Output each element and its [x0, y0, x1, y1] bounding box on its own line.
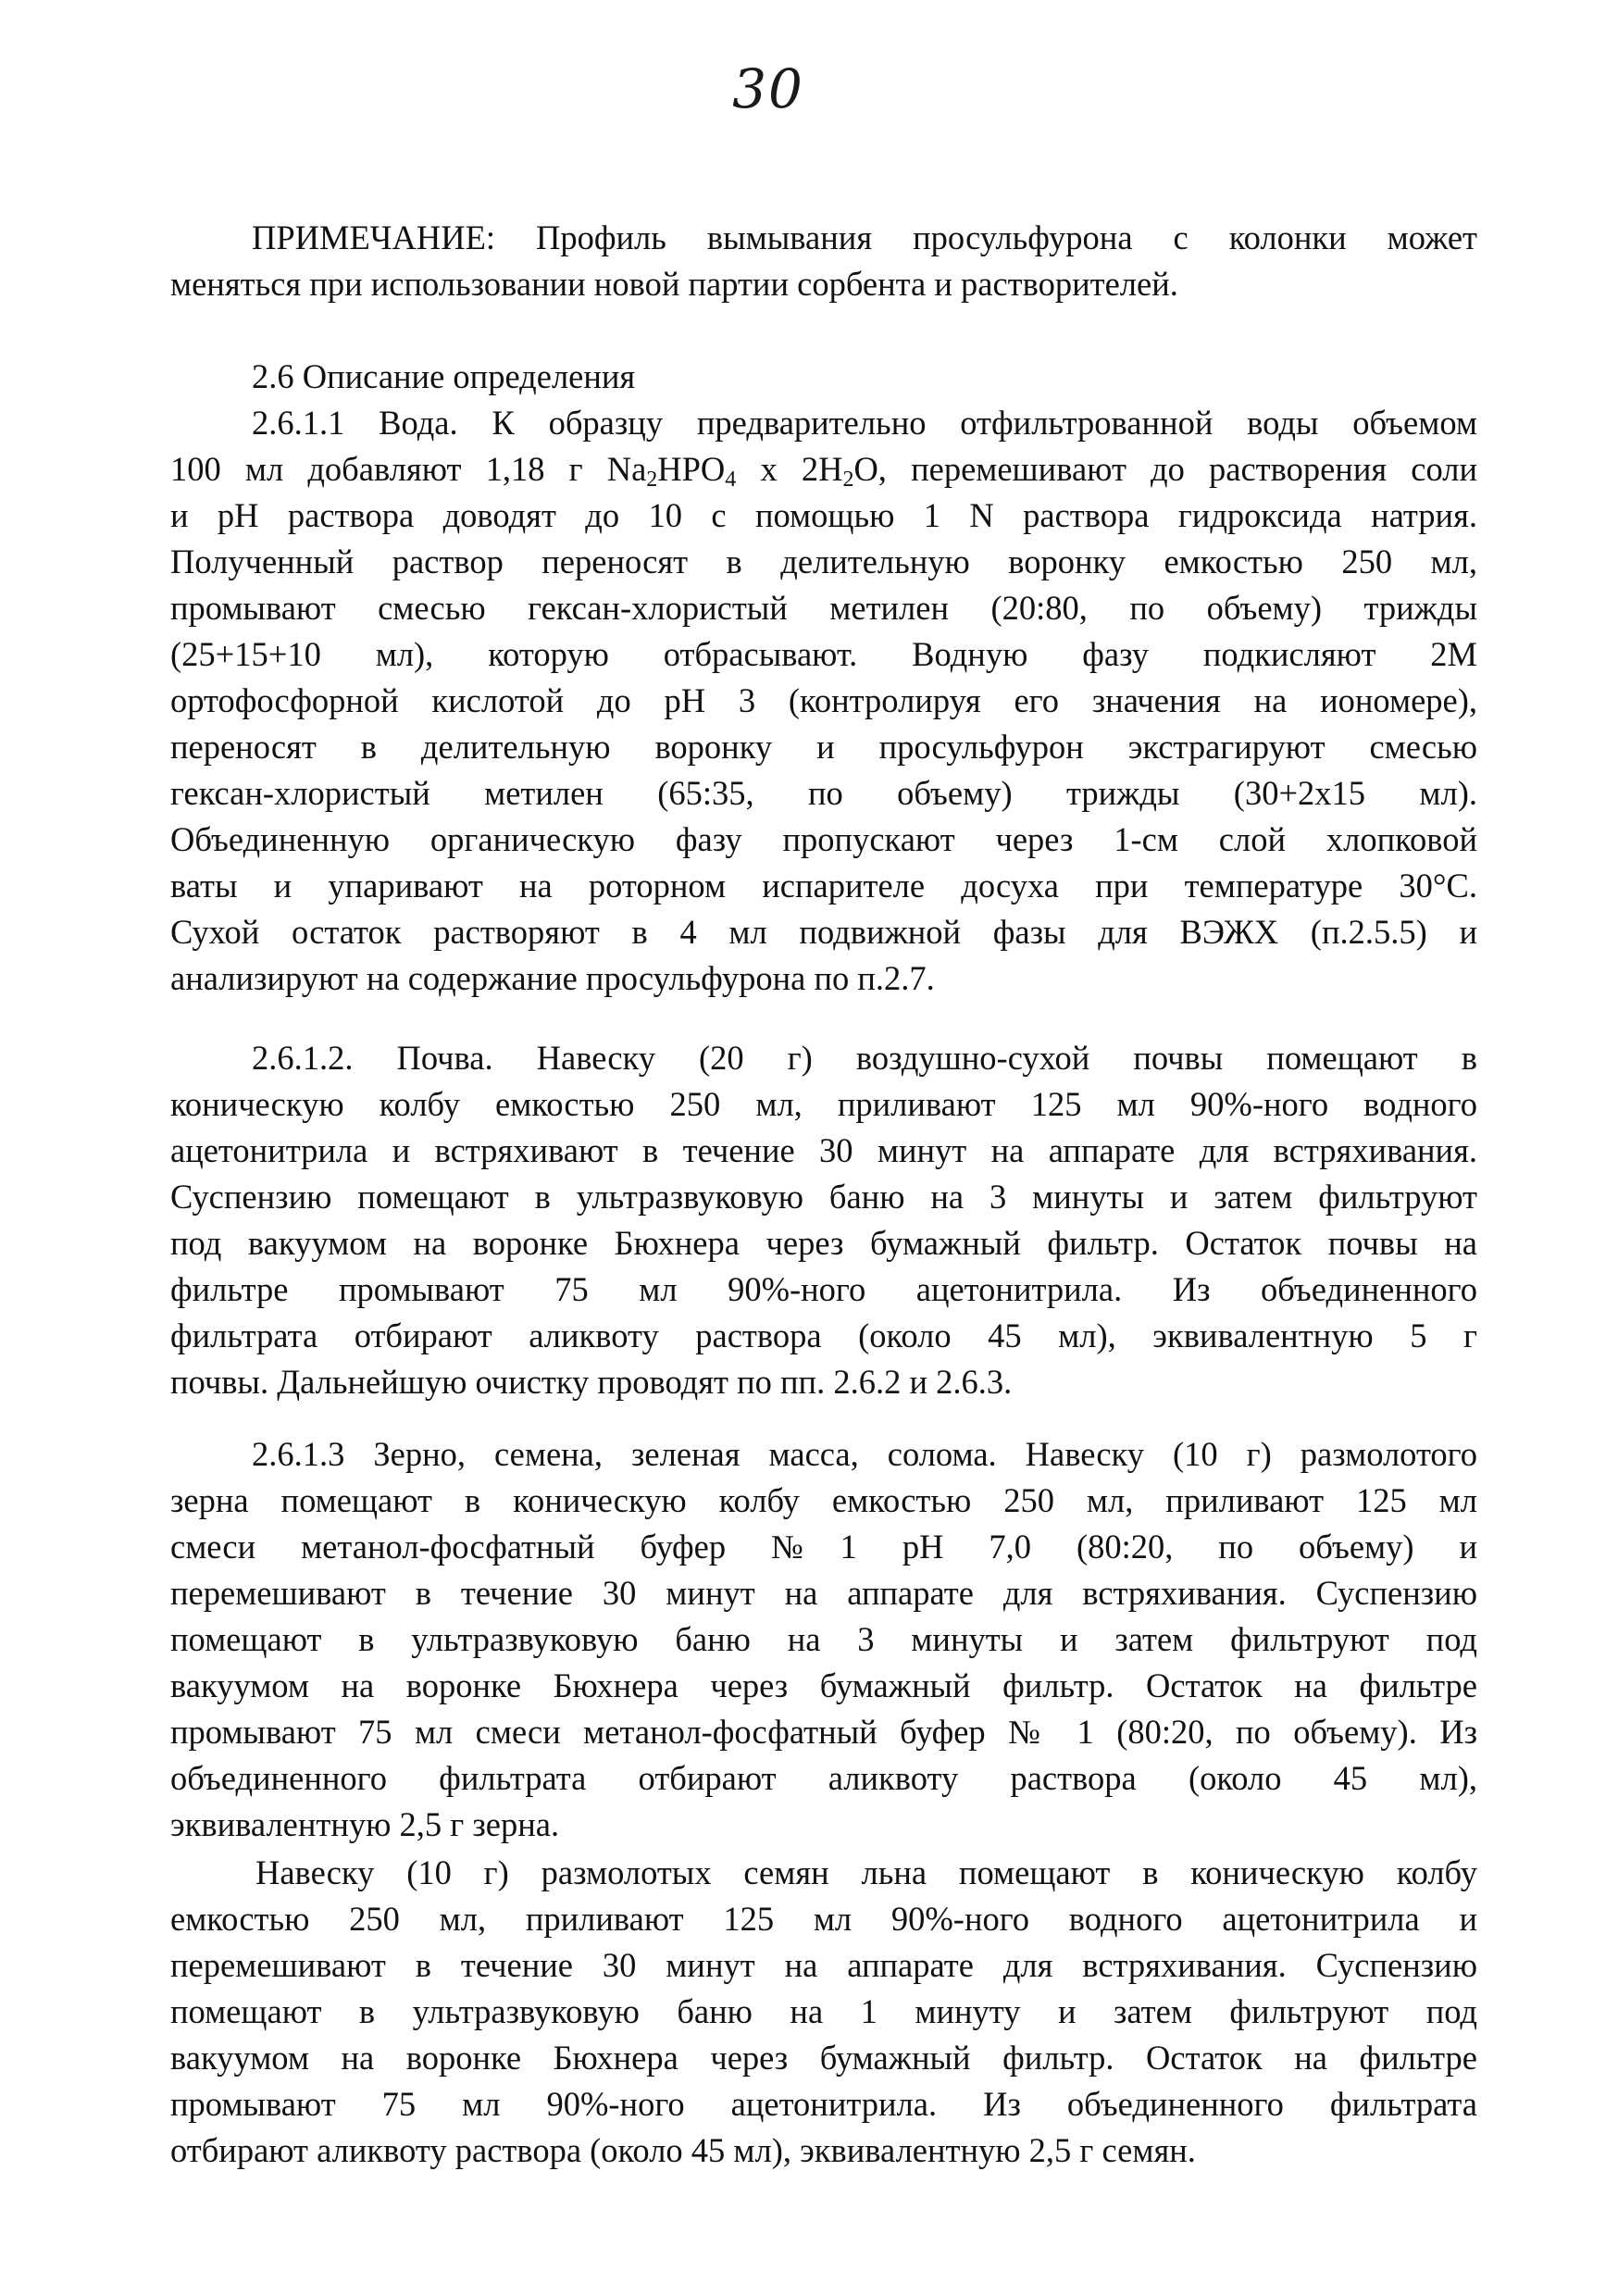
- para-line: вакуумом на воронке Бюхнера через бумажный фильтр. Остаток на фильтре: [170, 1666, 1477, 1704]
- para-line: (25+15+10 мл), которую отбрасывают. Водную фазу подкисляют 2М: [170, 635, 1477, 673]
- para-line: Полученный раствор переносят в делительную воронку емкостью 250 мл,: [170, 543, 1477, 580]
- para-flax: [170, 1850, 1477, 2174]
- para-line: гексан-хлористый метилен (65:35, по объему) трижды (30+2х15 мл).: [170, 774, 1477, 812]
- para-line: ваты и упаривают на роторном испарителе досуха при температуре 30°С.: [170, 867, 1477, 905]
- para-line: промывают 75 мл смеси метанол-фосфатный буфер № 1 (80:20, по объему). Из: [170, 1713, 1477, 1751]
- para-line: анализируют на содержание просульфурона по п.2.7.: [170, 959, 935, 997]
- para-line: и pH раствора доводят до 10 с помощью 1 N раствора гидроксида натрия.: [170, 496, 1477, 534]
- para-line: помещают в ультразвуковую баню на 1 минуту и затем фильтруют под: [170, 1992, 1477, 2030]
- para-line: промывают 75 мл 90%-ного ацетонитрила. Из объединенного фильтрата: [170, 2085, 1477, 2123]
- para-line: смеси метанол-фосфатный буфер №1 pH 7,0 (80:20, по объему) и: [170, 1528, 1477, 1566]
- section-heading: [170, 354, 1477, 400]
- para-line: отбирают аликвоту раствора (около 45 мл), эквивалентную 2,5 г семян.: [170, 2131, 1196, 2169]
- para-line: почвы. Дальнейшую очистку проводят по пп. 2.6.2 и 2.6.3.: [170, 1363, 1013, 1401]
- para-soil: [170, 1035, 1477, 1405]
- para-line: фильтре промывают 75 мл 90%-ного ацетонитрила. Из объединенного: [170, 1270, 1477, 1308]
- para-line-formula: 100 мл добавляют 1,18 г $Na_2HPO_4$ x $2H_2O$, перемешивают до растворения соли: [170, 450, 1477, 492]
- para-line: перемешивают в течение 30 минут на аппарате для встряхивания. Суспензию: [170, 1946, 1477, 1984]
- para-line: эквивалентную 2,5 г зерна.: [170, 1805, 560, 1843]
- para-line: Объединенную органическую фазу пропускают через 1-см слой хлопковой: [170, 820, 1477, 858]
- para-line: ортофосфорной кислотой до pH 3 (контролируя его значения на иономере),: [170, 681, 1477, 719]
- para-line: ацетонитрила и встряхивают в течение 30 минут на аппарате для встряхивания.: [170, 1131, 1477, 1169]
- para-line: коническую колбу емкостью 250 мл, приливают 125 мл 90%-ного водного: [170, 1085, 1477, 1123]
- note-line: ПРИМЕЧАНИЕ: Профиль вымывания просульфурона с колонки может: [252, 218, 1477, 256]
- para-line: 2.6.1.2. Почва. Навеску (20 г) воздушно-сухой почвы помещают в: [252, 1039, 1477, 1077]
- para-line: перемешивают в течение 30 минут на аппарате для встряхивания. Суспензию: [170, 1574, 1477, 1612]
- para-line: Навеску (10 г) размолотых семян льна помещают в коническую колбу: [255, 1853, 1477, 1891]
- para-grain: [170, 1431, 1477, 1848]
- note-paragraph: [170, 215, 1477, 307]
- para-line: вакуумом на воронке Бюхнера через бумажный фильтр. Остаток на фильтре: [170, 2039, 1477, 2077]
- para-line: емкостью 250 мл, приливают 125 мл 90%-ного водного ацетонитрила и: [170, 1900, 1477, 1938]
- para-line: 2.6.1.1 Вода. К образцу предварительно отфильтрованной воды объемом: [252, 404, 1477, 442]
- section-heading-text: 2.6 Описание определения: [252, 357, 636, 395]
- para-line: объединенного фильтрата отбирают аликвоту раствора (около 45 мл),: [170, 1759, 1477, 1797]
- para-water: [170, 400, 1477, 1002]
- para-line: переносят в делительную воронку и просульфурон экстрагируют смесью: [170, 728, 1477, 766]
- para-line: 2.6.1.3 Зерно, семена, зеленая масса, солома. Навеску (10 г) размолотого: [252, 1435, 1477, 1473]
- para-line: промывают смесью гексан-хлористый метилен (20:80, по объему) трижды: [170, 589, 1477, 627]
- para-line: зерна помещают в коническую колбу емкостью 250 мл, приливают 125 мл: [170, 1481, 1477, 1519]
- para-line: Сухой остаток растворяют в 4 мл подвижной фазы для ВЭЖХ (п.2.5.5) и: [170, 913, 1477, 951]
- para-line: под вакуумом на воронке Бюхнера через бумажный фильтр. Остаток почвы на: [170, 1224, 1477, 1262]
- para-line: помещают в ультразвуковую баню на 3 минуты и затем фильтруют под: [170, 1620, 1477, 1658]
- page-number: 30: [732, 57, 804, 120]
- para-line: Суспензию помещают в ультразвуковую баню на 3 минуты и затем фильтруют: [170, 1178, 1477, 1216]
- note-line: меняться при использовании новой партии сорбента и растворителей.: [170, 265, 1178, 303]
- para-line: фильтрата отбирают аликвоту раствора (около 45 мл), эквивалентную 5 г: [170, 1316, 1477, 1354]
